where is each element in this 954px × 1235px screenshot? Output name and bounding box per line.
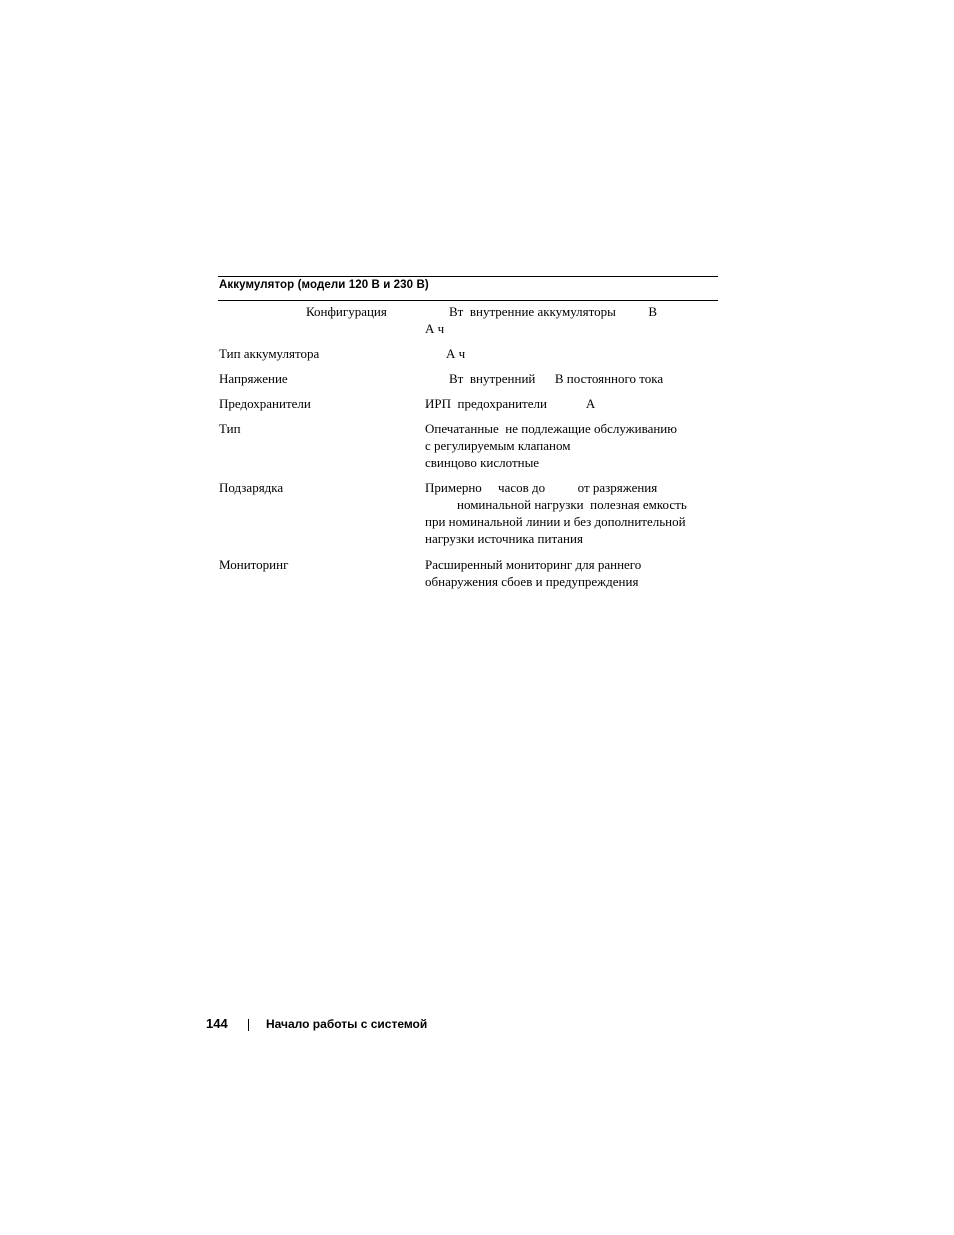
- row-value-line: А ч: [446, 346, 466, 361]
- table-title: Аккумулятор (модели 120 В и 230 В): [219, 279, 429, 291]
- row-label-fuses: Предохранители: [219, 396, 311, 411]
- row-value-line: нагрузки источника питания: [425, 531, 583, 546]
- table-header-rule: [218, 300, 718, 301]
- footer-section-title: Начало работы с системой: [266, 1017, 428, 1031]
- row-value-line: Расширенный мониторинг для раннего: [425, 557, 642, 572]
- row-value-line: ИРП предохранители А: [425, 396, 596, 411]
- row-value-line: Вт внутренний В постоянного тока: [449, 371, 664, 386]
- row-value-line: при номинальной линии и без дополнительной: [425, 514, 686, 529]
- row-value-line: Вт внутренние аккумуляторы В: [449, 304, 658, 319]
- footer-separator: [248, 1019, 249, 1031]
- row-label-battery-type: Тип аккумулятора: [219, 346, 320, 361]
- row-label-type: Тип: [219, 421, 241, 436]
- row-value-line: с регулируемым клапаном: [425, 438, 571, 453]
- row-value-line: Опечатанные не подлежащие обслуживанию: [425, 421, 677, 436]
- row-label-configuration: Конфигурация: [306, 304, 387, 319]
- page-number: 144: [206, 1016, 228, 1031]
- row-label-monitoring: Мониторинг: [219, 557, 289, 572]
- row-value-line: свинцово кислотные: [425, 455, 540, 470]
- table-top-rule: [218, 276, 718, 277]
- row-value-line: Примерно часов до от разряжения: [425, 480, 658, 495]
- row-value-line: обнаружения сбоев и предупреждения: [425, 574, 639, 589]
- row-label-recharge: Подзарядка: [219, 480, 284, 495]
- row-value-line: номинальной нагрузки полезная емкость: [457, 497, 687, 512]
- row-value-line: А ч: [425, 321, 445, 336]
- row-label-voltage: Напряжение: [219, 371, 288, 386]
